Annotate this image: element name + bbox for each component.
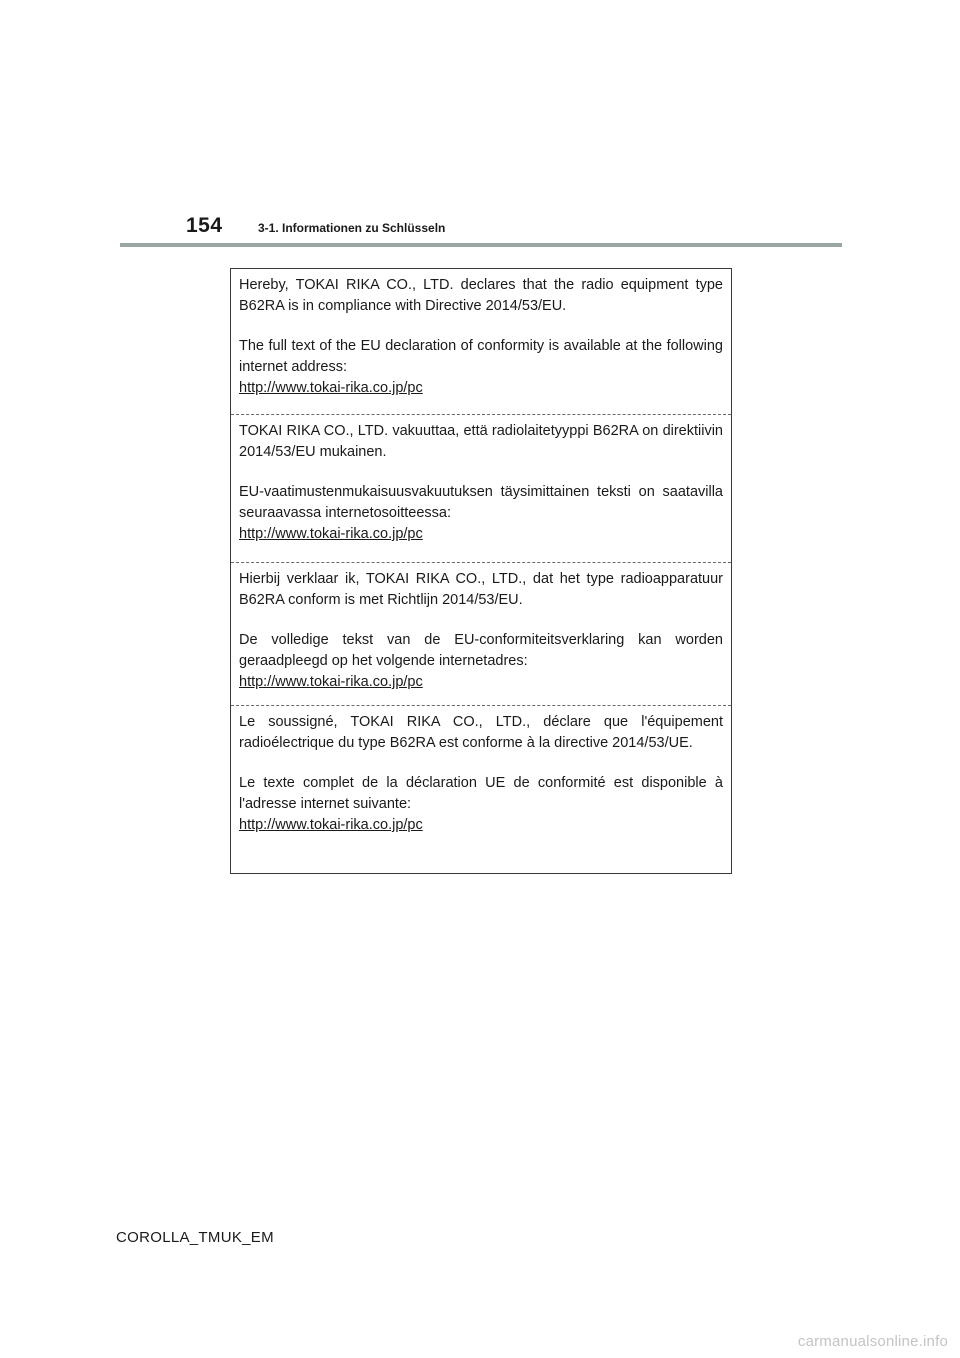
- declaration-availability-text: Le texte complet de la déclaration UE de conformité est disponible à l'adresse internet suivante:: [239, 775, 723, 812]
- declaration-availability-text: De volledige tekst van de EU-conformiteitsverklaring kan worden geraadpleegd op het volgende internetadres:: [239, 632, 723, 669]
- page-header: [0, 0, 960, 250]
- document-code: COROLLA_TMUK_EM: [116, 1229, 274, 1246]
- declaration-statement: Hierbij verklaar ik, TOKAI RIKA CO., LTD., dat het type radioapparatuur B62RA conform is met Richtlijn 2014/53/EU.: [239, 571, 723, 608]
- declaration-block-french: [231, 705, 731, 873]
- declaration-block-english: [231, 269, 731, 414]
- page-number: 154: [186, 214, 223, 237]
- declaration-availability-text: EU-vaatimustenmukaisuusvakuutuksen täysimittainen teksti on saatavilla seuraavassa internetosoitteessa:: [239, 484, 723, 521]
- watermark-text: carmanualsonline.info: [797, 1333, 948, 1350]
- declaration-block-finnish: [231, 414, 731, 562]
- declaration-statement: Hereby, TOKAI RIKA CO., LTD. declares that the radio equipment type B62RA is in compliance with Directive 2014/53/EU.: [239, 277, 723, 314]
- declaration-of-conformity-box: [230, 268, 732, 874]
- declaration-block-dutch: [231, 562, 731, 705]
- declaration-statement: Le soussigné, TOKAI RIKA CO., LTD., déclare que l'équipement radioélectrique du type B62RA est conforme à la directive 2014/53/UE.: [239, 714, 723, 751]
- header-divider: [120, 243, 842, 247]
- section-title: 3-1. Informationen zu Schlüsseln: [258, 221, 446, 235]
- declaration-statement: TOKAI RIKA CO., LTD. vakuuttaa, että radiolaitetyyppi B62RA on direktiivin 2014/53/EU mukainen.: [239, 423, 723, 460]
- declaration-link[interactable]: http://www.tokai-rika.co.jp/pc: [239, 817, 423, 833]
- declaration-link[interactable]: http://www.tokai-rika.co.jp/pc: [239, 526, 423, 542]
- declaration-availability-text: The full text of the EU declaration of conformity is available at the following internet address:: [239, 338, 723, 375]
- declaration-link[interactable]: http://www.tokai-rika.co.jp/pc: [239, 674, 423, 690]
- declaration-link[interactable]: http://www.tokai-rika.co.jp/pc: [239, 380, 423, 396]
